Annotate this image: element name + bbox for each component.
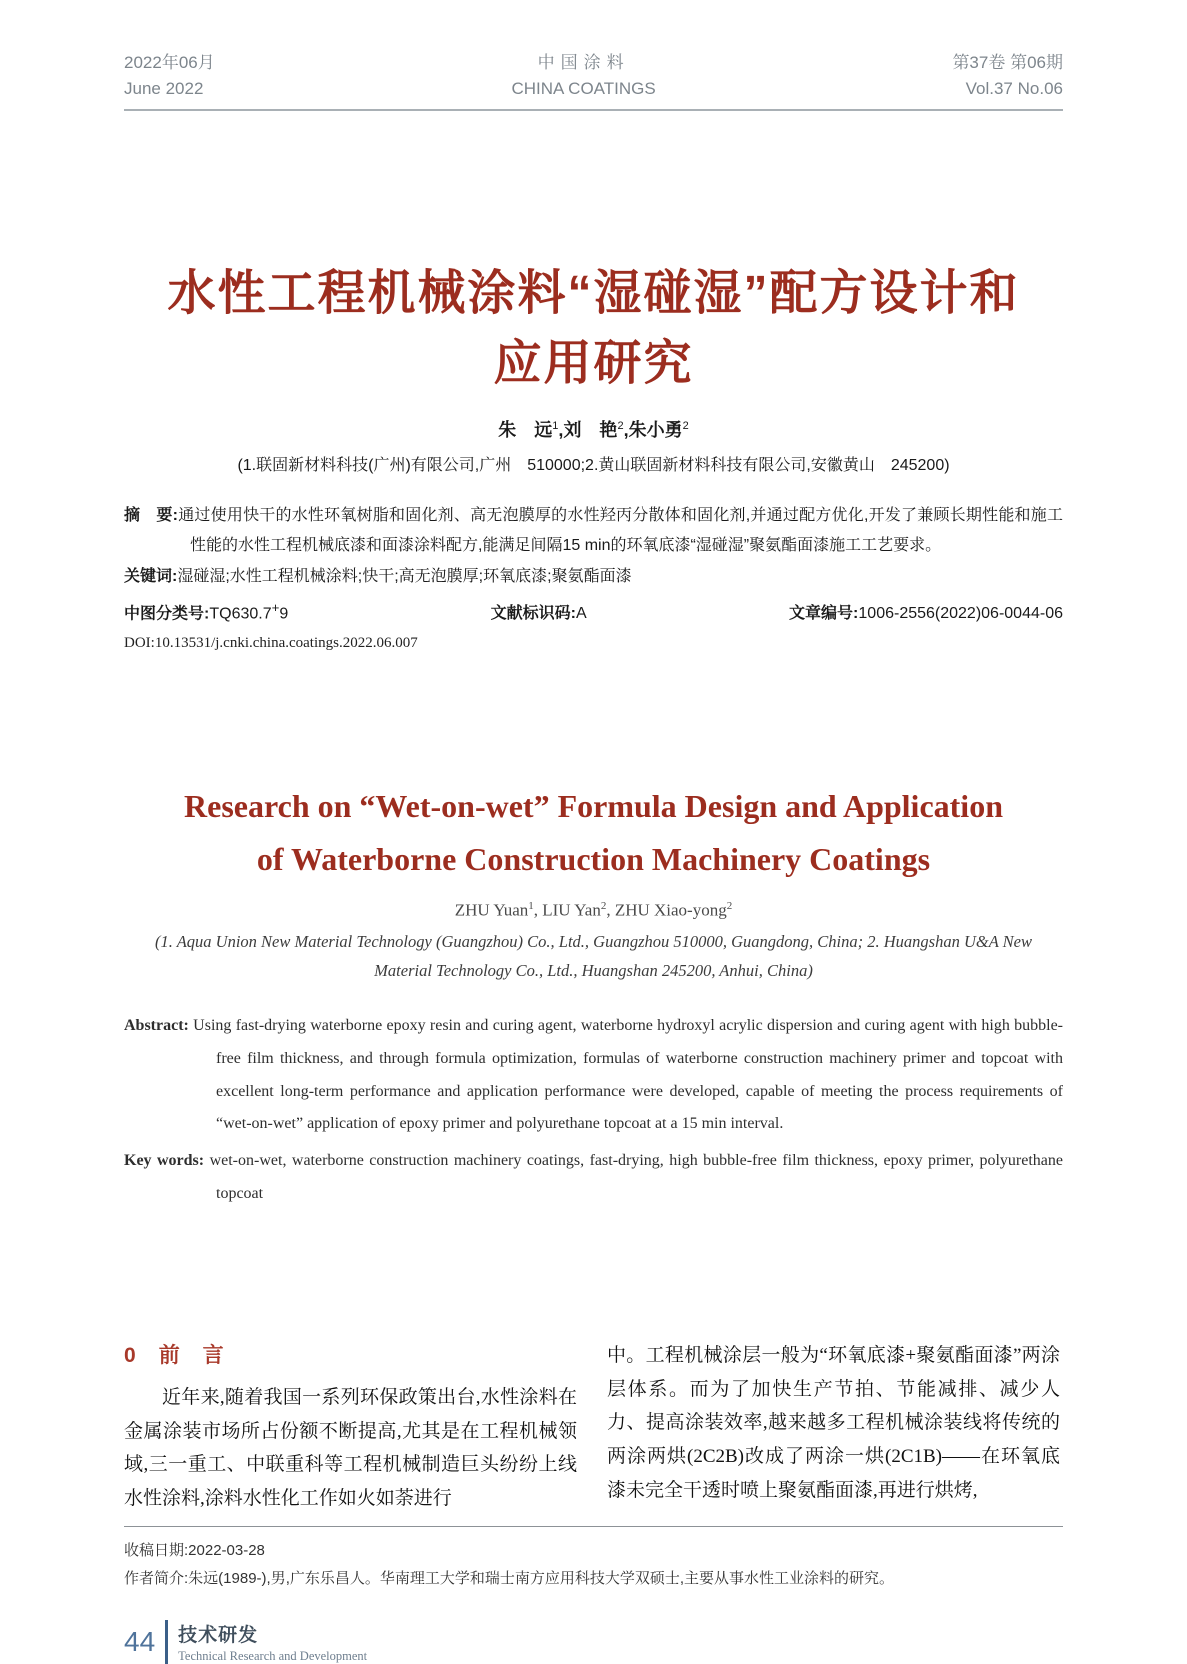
clc-label: 中图分类号:: [124, 605, 210, 623]
abstract-en-label: Abstract:: [124, 1016, 189, 1034]
header-date-cn: 2022年06月: [124, 53, 215, 72]
article-title-cn-line1: 水性工程机械涂料“湿碰湿”配方设计和: [167, 267, 1020, 320]
author-en-1-sup: 1: [528, 899, 534, 912]
author-cn-2: 刘 艳: [563, 420, 618, 441]
footer-column: [178, 1620, 367, 1664]
article-title-en-line2: of Waterborne Construction Machinery Coatings: [256, 841, 931, 878]
body-column-right: [607, 1339, 1060, 1516]
abstract-en: [124, 1010, 1063, 1141]
abstract-cn: [124, 501, 1063, 560]
section-number: 0: [124, 1343, 137, 1367]
author-cn-3: 朱小勇: [628, 420, 683, 441]
clc-number: [124, 600, 288, 623]
header-issue: [952, 50, 1063, 101]
footnotes: [124, 1526, 1063, 1594]
clc-sup: +: [271, 599, 280, 615]
author-en-3: ZHU Xiao-yong: [614, 900, 727, 920]
authors-cn: [124, 416, 1063, 442]
footer-column-en: Technical Research and Development: [178, 1648, 368, 1663]
keywords-cn-text: 湿碰湿;水性工程机械涂料;快干;高无泡膜厚;环氧底漆;聚氨酯面漆: [177, 568, 632, 586]
author-en-2-sup: 2: [600, 899, 607, 912]
keywords-en-text: wet-on-wet, waterborne construction machinery coatings, fast-drying, high bubble-free film thickness, epoxy primer, polyurethane topcoat: [204, 1152, 1064, 1202]
author-cn-1: 朱 远: [498, 420, 553, 441]
section-heading: [124, 1339, 577, 1369]
front-matter-cn: [124, 501, 1063, 652]
abstract-cn-label: 摘 要:: [124, 507, 178, 525]
article-number: [789, 600, 1063, 623]
classification-row: [124, 600, 1063, 623]
author-bio: 作者简介:朱远(1989-),男,广东乐昌人。华南理工大学和瑞士南方应用科技大学双硕士,主要从事水性工业涂料的研究。: [124, 1570, 895, 1588]
received-date: 收稿日期:2022-03-28: [124, 1541, 265, 1559]
keywords-cn: [124, 562, 1063, 592]
header-issue-cn: 第37卷 第06期: [952, 53, 1063, 72]
document-code-value: A: [576, 604, 587, 622]
author-cn-3-sup: 2: [682, 420, 689, 433]
affiliation-en: (1. Aqua Union New Material Technology (Guangzhou) Co., Ltd., Guangzhou 510000, Guangdong, China; 2. Huangshan U&A New Material Technology Co., Ltd., Huangshan 245200, Anhui, China): [155, 931, 1032, 981]
author-en-2: LIU Yan: [542, 900, 601, 920]
header-issue-en: Vol.37 No.06: [965, 78, 1063, 98]
clc-tail: 9: [279, 605, 289, 623]
keywords-en-label: Key words:: [124, 1152, 205, 1170]
abstract-cn-text: 通过使用快干的水性环氧树脂和固化剂、高无泡膜厚的水性羟丙分散体和固化剂,并通过配方优化,开发了兼顾长期性能和施工性能的水性工程机械底漆和面漆涂料配方,能满足间隔15 min的环氧底漆“湿碰湿”聚氨酯面漆施工工艺要求。: [177, 507, 1063, 554]
header-date-en: June 2022: [124, 78, 204, 98]
body-columns: [124, 1339, 1063, 1516]
header-journal-en: CHINA COATINGS: [511, 78, 656, 98]
author-en-sep2: ,: [606, 900, 615, 920]
article-number-value: 1006-2556(2022)06-0044-06: [858, 604, 1063, 622]
header-date: [124, 50, 215, 101]
authors-en: [124, 900, 1063, 921]
document-code-label: 文献标识码:: [490, 604, 577, 622]
document-code: [491, 600, 587, 623]
page-number: 44: [124, 1625, 156, 1657]
doi: DOI:10.13531/j.cnki.china.coatings.2022.06.007: [124, 635, 418, 652]
header-journal: [511, 50, 655, 101]
journal-header: [124, 0, 1063, 111]
body-paragraph-right: 中。工程机械涂层一般为“环氧底漆+聚氨酯面漆”两涂层体系。而为了加快生产节拍、节能减排、减少人力、提高涂装效率,越来越多工程机械涂装线将传统的两涂两烘(2C2B)改成了两涂一烘(2C1B)——在环氧底漆未完全干透时喷上聚氨酯面漆,再进行烘烤,: [607, 1344, 1060, 1501]
author-cn-sep1: ,: [558, 420, 564, 441]
body-column-left: [124, 1339, 577, 1516]
article-title-cn-line2: 应用研究: [493, 336, 694, 390]
affiliation-cn: (1.联固新材料科技(广州)有限公司,广州 510000;2.黄山联固新材料科技有限公司,安徽黄山 245200): [237, 457, 950, 475]
article-title-cn: [124, 259, 1063, 398]
author-en-sep1: ,: [533, 900, 543, 920]
author-cn-sep2: ,: [623, 420, 629, 441]
article-title-en-line1: Research on “Wet-on-wet” Formula Design and Application: [184, 788, 1003, 825]
author-cn-2-sup: 2: [617, 420, 624, 433]
keywords-cn-label: 关键词:: [124, 568, 178, 586]
author-cn-1-sup: 1: [552, 420, 559, 433]
abstract-en-text: Using fast-drying waterborne epoxy resin and curing agent, waterborne hydroxyl acrylic dispersion and curing agent with high bubble-free film thickness, and through formula optimization, formulas of waterborne construction machinery primer and topcoat with excellent long-term performance and application performance were developed, capable of meeting the process requirements of “wet-on-wet” application of epoxy primer and polyurethane topcoat at a 15 min interval.: [188, 1016, 1063, 1133]
footer-column-cn: 技术研发: [178, 1624, 259, 1646]
body-paragraph-left: 近年来,随着我国一系列环保政策出台,水性涂料在金属涂装市场所占份额不断提高,尤其是在工程机械领域,三一重工、中联重科等工程机械制造巨头纷纷上线水性涂料,涂料水性化工作如火如荼进行: [124, 1386, 577, 1510]
section-title: 前 言: [158, 1343, 225, 1367]
article-number-label: 文章编号:: [789, 604, 859, 622]
keywords-en: [124, 1145, 1063, 1211]
author-en-3-sup: 2: [726, 899, 733, 912]
clc-value: TQ630.7: [209, 605, 272, 623]
page-footer: [124, 1620, 1063, 1664]
article-title-en: [124, 780, 1063, 886]
author-en-1: ZHU Yuan: [454, 900, 529, 920]
header-journal-cn: 中国涂料: [537, 53, 630, 72]
footer-divider-bar: [165, 1620, 168, 1664]
